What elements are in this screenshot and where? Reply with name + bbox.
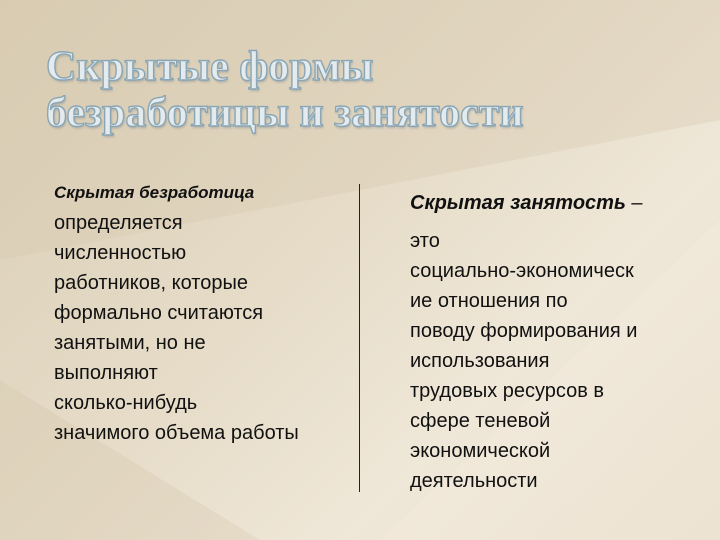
right-line-3: ие отношения по xyxy=(410,290,568,312)
title-line-2: безработицы и занятости xyxy=(46,90,524,136)
right-line-4: поводу формирования и xyxy=(410,320,638,342)
right-term-dash: – xyxy=(625,192,643,214)
left-term: Скрытая безработица xyxy=(54,183,255,202)
right-line-1: это xyxy=(410,230,440,252)
right-term: Скрытая занятость xyxy=(410,192,626,214)
right-line-2: социально-экономическ xyxy=(410,260,634,282)
right-line-9: деятельности xyxy=(410,470,538,492)
left-line-5: занятыми, но не xyxy=(54,332,206,354)
right-line-7: сфере теневой xyxy=(410,410,551,432)
left-line-8: значимого объема работы xyxy=(54,422,299,444)
left-line-2: численностью xyxy=(54,242,187,264)
right-term-line xyxy=(410,188,702,218)
left-line-6: выполняют xyxy=(54,362,158,384)
left-line-1: определяется xyxy=(54,212,183,234)
left-line-4: формально считаются xyxy=(54,302,264,324)
column-divider xyxy=(359,184,360,492)
hidden-employment-definition xyxy=(410,188,702,496)
right-line-5: использования xyxy=(410,350,550,372)
left-line-3: работников, которые xyxy=(54,272,248,294)
hidden-unemployment-definition xyxy=(54,178,354,448)
slide-title xyxy=(46,44,686,136)
right-line-6: трудовых ресурсов в xyxy=(410,380,605,402)
right-line-8: экономической xyxy=(410,440,551,462)
left-line-7: сколько-нибудь xyxy=(54,392,198,414)
title-line-1: Скрытые формы xyxy=(46,44,374,90)
